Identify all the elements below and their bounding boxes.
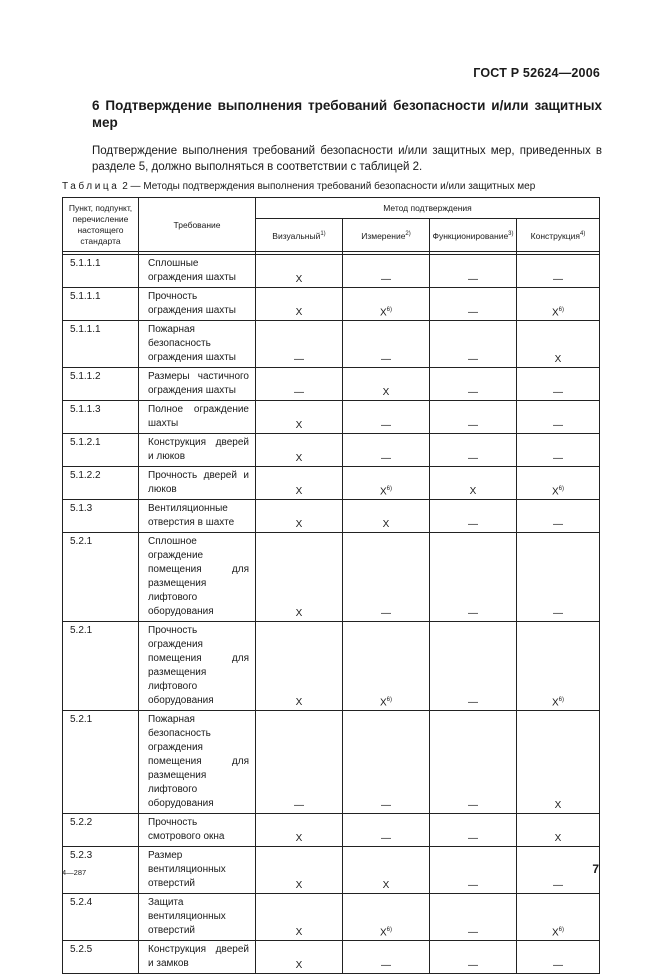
mark-value: X [379, 486, 387, 497]
table-row [63, 894, 600, 941]
header-method: Метод подтверждения [256, 198, 600, 219]
mark-footnote-ref: 6) [386, 306, 392, 313]
row-point: 5.1.2.2 [63, 467, 139, 500]
row-point: 5.2.4 [63, 894, 139, 941]
mark-footnote-ref: 6) [386, 485, 392, 492]
row-method-mark [343, 368, 430, 401]
mark-value: — [381, 354, 391, 365]
mark-value: — [553, 387, 563, 398]
table-row [63, 467, 600, 500]
row-method-mark [430, 894, 517, 941]
method-label: Конструкция [530, 230, 580, 241]
row-requirement: Пожарная безопасность ограждения шахты [139, 321, 256, 368]
table-row [63, 368, 600, 401]
mark-value: X [552, 697, 559, 708]
mark-value: X [552, 486, 559, 497]
mark-value: X [382, 387, 390, 398]
row-requirement: Размер вентиляционных отверстий [139, 847, 256, 894]
row-method-mark [517, 434, 600, 467]
mark-value: X [295, 453, 303, 464]
mark-footnote-ref: 6) [386, 696, 392, 703]
mark-value: X [382, 519, 390, 530]
mark-value: X [295, 880, 303, 891]
row-method-mark [517, 368, 600, 401]
mark-value: X [382, 880, 390, 891]
mark-value: — [468, 274, 478, 285]
mark-value: — [294, 354, 304, 365]
row-method-mark [343, 814, 430, 847]
mark-value: — [294, 800, 304, 811]
row-method-mark [517, 255, 600, 288]
table-row [63, 814, 600, 847]
row-method-mark [430, 467, 517, 500]
page-number: 7 [592, 862, 599, 876]
mark-footnote-ref: 6) [558, 306, 565, 313]
mark-value: — [468, 387, 478, 398]
mark-value: X [295, 960, 303, 971]
mark-value: — [468, 880, 478, 891]
row-method-mark [430, 434, 517, 467]
mark-value: X [552, 927, 559, 938]
row-method-mark [517, 467, 600, 500]
row-method-mark [517, 711, 600, 814]
row-method-mark [430, 533, 517, 622]
row-point: 5.2.1 [63, 533, 139, 622]
mark-value: — [553, 960, 563, 971]
row-method-mark [343, 467, 430, 500]
row-requirement: Конструкция дверей и замков [139, 941, 256, 974]
mark-value: — [468, 697, 478, 708]
mark-value: X [379, 307, 387, 318]
method-label: Функционирование [432, 230, 509, 241]
mark-value: X [379, 927, 387, 938]
mark-value: — [468, 354, 478, 365]
row-method-mark [430, 622, 517, 711]
row-method-mark [343, 711, 430, 814]
mark-value: X [295, 833, 303, 844]
mark-value: — [468, 800, 478, 811]
mark-value: X [469, 486, 477, 497]
row-method-mark [343, 894, 430, 941]
row-method-mark [430, 711, 517, 814]
mark-value: X [295, 486, 303, 497]
header-method-2 [430, 219, 517, 252]
row-method-mark [343, 321, 430, 368]
method-footnote-ref: 2) [405, 231, 411, 238]
table-row [63, 321, 600, 368]
row-method-mark [343, 500, 430, 533]
mark-footnote-ref: 6) [386, 926, 392, 933]
mark-value: X [554, 800, 562, 811]
row-method-mark [256, 368, 343, 401]
mark-value: — [381, 608, 391, 619]
row-method-mark [256, 401, 343, 434]
row-requirement: Полное ограждение шахты [139, 401, 256, 434]
method-footnote-ref: 4) [580, 231, 586, 238]
method-footnote-ref: 1) [320, 231, 326, 238]
mark-value: — [381, 800, 391, 811]
row-requirement: Прочность дверей и люков [139, 467, 256, 500]
mark-value: — [468, 453, 478, 464]
mark-value: — [294, 387, 304, 398]
header-requirement: Требование [139, 198, 256, 252]
row-method-mark [256, 500, 343, 533]
table-row [63, 434, 600, 467]
document-code: ГОСТ Р 52624—2006 [473, 66, 600, 80]
table-row [63, 401, 600, 434]
mark-value: X [552, 307, 559, 318]
table-row [63, 255, 600, 288]
mark-value: — [381, 420, 391, 431]
row-point: 5.2.2 [63, 814, 139, 847]
row-point: 5.2.1 [63, 622, 139, 711]
row-method-mark [430, 288, 517, 321]
table-row [63, 941, 600, 974]
row-method-mark [256, 622, 343, 711]
mark-value: X [295, 697, 303, 708]
row-point: 5.2.5 [63, 941, 139, 974]
mark-value: — [468, 307, 478, 318]
mark-value: — [381, 274, 391, 285]
table-row [63, 288, 600, 321]
mark-value: X [295, 927, 303, 938]
footer-print-code: 4—287 [62, 868, 87, 877]
row-method-mark [343, 941, 430, 974]
mark-value: — [381, 833, 391, 844]
row-method-mark [343, 288, 430, 321]
row-requirement: Пожарная безопасность ограждения помещения для размещения лифтового оборудования [139, 711, 256, 814]
mark-value: — [553, 880, 563, 891]
row-point: 5.1.1.1 [63, 321, 139, 368]
mark-value: X [295, 608, 303, 619]
row-point: 5.1.1.1 [63, 255, 139, 288]
row-method-mark [256, 321, 343, 368]
mark-value: — [468, 420, 478, 431]
row-method-mark [517, 894, 600, 941]
mark-value: — [553, 420, 563, 431]
row-requirement: Вентиляционные отверстия в шахте [139, 500, 256, 533]
row-method-mark [256, 847, 343, 894]
row-method-mark [430, 814, 517, 847]
method-label: Визуальный [272, 230, 321, 241]
mark-value: X [379, 697, 387, 708]
row-method-mark [517, 847, 600, 894]
mark-value: X [295, 274, 303, 285]
header-method-3 [517, 219, 600, 252]
mark-value: — [468, 927, 478, 938]
row-point: 5.1.1.3 [63, 401, 139, 434]
caption-label: Таблица [62, 181, 120, 192]
mark-value: — [553, 608, 563, 619]
row-method-mark [517, 321, 600, 368]
mark-value: — [381, 960, 391, 971]
method-label: Измерение [361, 230, 406, 241]
row-requirement: Сплошное ограждение помещения для размещения лифтового оборудования [139, 533, 256, 622]
row-point: 5.1.1.2 [63, 368, 139, 401]
header-method-0 [256, 219, 343, 252]
row-method-mark [430, 500, 517, 533]
row-method-mark [517, 941, 600, 974]
mark-footnote-ref: 6) [558, 926, 565, 933]
row-method-mark [430, 255, 517, 288]
row-requirement: Сплошные ограждения шахты [139, 255, 256, 288]
row-method-mark [517, 500, 600, 533]
row-method-mark [430, 401, 517, 434]
row-method-mark [256, 894, 343, 941]
row-method-mark [256, 533, 343, 622]
methods-table [62, 197, 600, 974]
mark-footnote-ref: 6) [558, 485, 565, 492]
row-method-mark [517, 533, 600, 622]
row-method-mark [343, 533, 430, 622]
row-point: 5.2.1 [63, 711, 139, 814]
row-requirement: Конструкция дверей и люков [139, 434, 256, 467]
row-point: 5.1.1.1 [63, 288, 139, 321]
caption-text: — Методы подтверждения выполнения требований безопасности и/или защитных мер [127, 181, 536, 192]
row-method-mark [343, 622, 430, 711]
mark-value: — [381, 453, 391, 464]
mark-value: X [295, 420, 303, 431]
mark-value: — [553, 519, 563, 530]
method-footnote-ref: 3) [508, 231, 514, 238]
row-method-mark [256, 814, 343, 847]
row-method-mark [343, 255, 430, 288]
row-method-mark [256, 941, 343, 974]
row-method-mark [517, 401, 600, 434]
row-method-mark [256, 255, 343, 288]
row-requirement: Прочность смотрового окна [139, 814, 256, 847]
header-point: Пункт, подпункт, перечисление настоящего стандарта [63, 198, 139, 252]
section-title: 6 Подтверждение выполнения требований безопасности и/или защитных мер [92, 98, 602, 130]
mark-value: — [553, 453, 563, 464]
table-row [63, 500, 600, 533]
mark-value: — [468, 519, 478, 530]
table-row [63, 847, 600, 894]
mark-value: X [295, 307, 303, 318]
row-requirement: Прочность ограждения помещения для размещения лифтового оборудования [139, 622, 256, 711]
mark-value: X [554, 833, 562, 844]
row-requirement: Размеры частичного ограждения шахты [139, 368, 256, 401]
row-method-mark [430, 368, 517, 401]
row-method-mark [256, 467, 343, 500]
row-method-mark [430, 847, 517, 894]
mark-value: — [468, 960, 478, 971]
row-point: 5.1.2.1 [63, 434, 139, 467]
row-method-mark [517, 622, 600, 711]
mark-footnote-ref: 6) [558, 696, 565, 703]
mark-value: X [295, 519, 303, 530]
row-requirement: Прочность ограждения шахты [139, 288, 256, 321]
row-method-mark [343, 401, 430, 434]
header-method-1 [343, 219, 430, 252]
caption-number: 2 [122, 181, 128, 192]
row-method-mark [517, 288, 600, 321]
row-method-mark [343, 847, 430, 894]
row-requirement: Защита вентиляционных отверстий [139, 894, 256, 941]
table-row [63, 622, 600, 711]
row-point: 5.2.3 [63, 847, 139, 894]
intro-paragraph: Подтверждение выполнения требований безопасности и/или защитных мер, приведенных в разделе 5, должно выполняться в соответствии с таблицей 2. [92, 145, 602, 173]
mark-value: — [553, 274, 563, 285]
row-method-mark [256, 711, 343, 814]
mark-value: — [468, 833, 478, 844]
row-method-mark [256, 434, 343, 467]
row-method-mark [256, 288, 343, 321]
table-row [63, 711, 600, 814]
table-caption [62, 181, 622, 192]
mark-value: — [468, 608, 478, 619]
row-method-mark [343, 434, 430, 467]
row-method-mark [430, 941, 517, 974]
table-row [63, 533, 600, 622]
row-point: 5.1.3 [63, 500, 139, 533]
mark-value: X [554, 354, 562, 365]
row-method-mark [430, 321, 517, 368]
row-method-mark [517, 814, 600, 847]
